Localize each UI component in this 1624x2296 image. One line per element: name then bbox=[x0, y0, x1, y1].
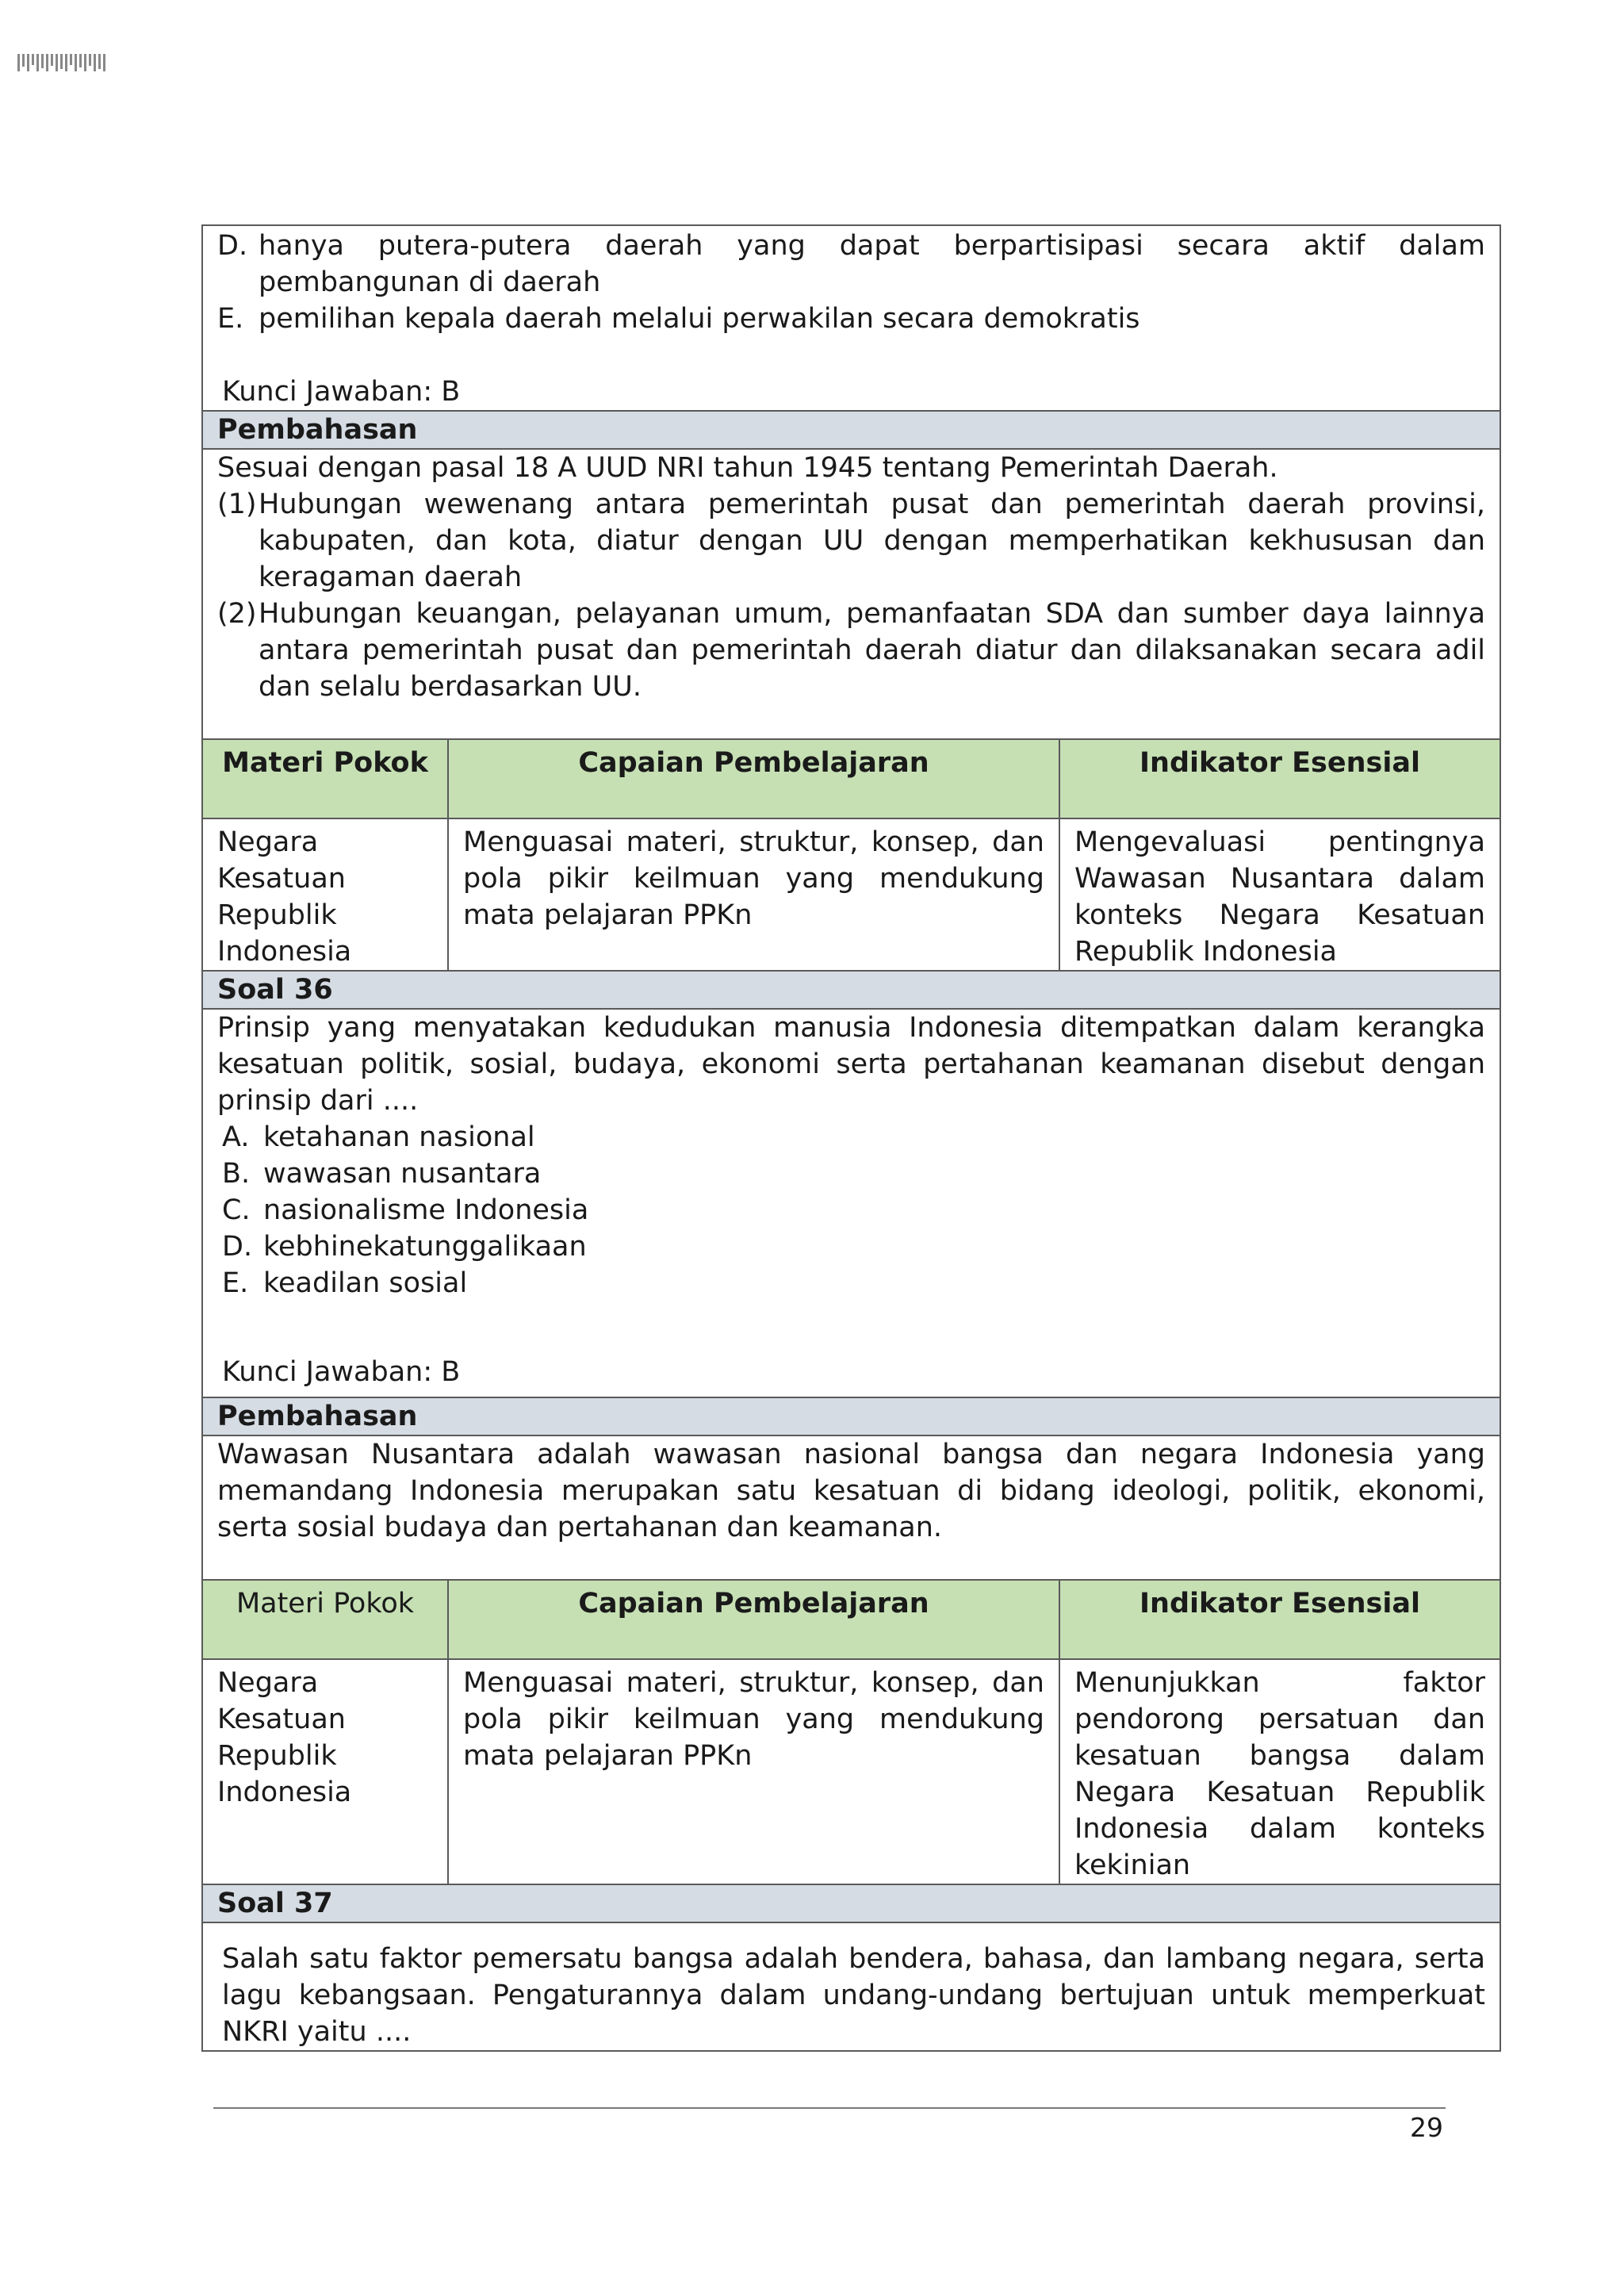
pembahasan-block bbox=[202, 449, 1500, 739]
soal-37-block bbox=[202, 1922, 1500, 2051]
footer-divider bbox=[213, 2107, 1446, 2109]
option-d: D. hanya putera-putera daerah yang dapat berpartisipasi secara aktif dalam pembangunan di daerah bbox=[217, 230, 1486, 298]
header-capaian: Capaian Pembelajaran bbox=[448, 739, 1059, 818]
option-a: A. ketahanan nasional bbox=[222, 1121, 535, 1153]
previous-question-tail bbox=[202, 225, 1500, 411]
materi-pokok-cell: Negara Kesatuan Republik Indonesia bbox=[202, 818, 448, 971]
pembahasan-point-2: (2) Hubungan keuangan, pelayanan umum, pemanfaatan SDA dan sumber daya lainnya antara pemerintah pusat dan pemerintah daerah diatur dan dilaksanakan secara adil dan selalu berdasarkan UU. bbox=[217, 598, 1486, 703]
section-bar-pembahasan: Pembahasan bbox=[202, 1397, 1500, 1435]
header-capaian: Capaian Pembelajaran bbox=[448, 1580, 1059, 1659]
pembahasan-block: Wawasan Nusantara adalah wawasan nasional bangsa dan negara Indonesia yang memandang Indonesia merupakan satu kesatuan di bidang ideologi, politik, ekonomi, serta sosial budaya dan pertahanan dan keamanan. bbox=[202, 1435, 1500, 1580]
soal-36-block bbox=[202, 1009, 1500, 1397]
question-text: Prinsip yang menyatakan kedudukan manusia Indonesia ditempatkan dalam kerangka kesatuan politik, sosial, budaya, ekonomi serta pertahanan keamanan disebut dengan prinsip dari .... bbox=[217, 1012, 1486, 1117]
section-bar-soal-37: Soal 37 bbox=[202, 1884, 1500, 1922]
corner-watermark-mark bbox=[17, 54, 106, 71]
pembahasan-intro: Sesuai dengan pasal 18 A UUD NRI tahun 1945 tentang Pemerintah Daerah. bbox=[217, 452, 1278, 484]
header-materi-pokok: Materi Pokok bbox=[202, 1580, 448, 1659]
header-indikator: Indikator Esensial bbox=[1059, 739, 1500, 818]
option-d: D. kebhinekatunggalikaan bbox=[222, 1231, 587, 1263]
grid-header-row bbox=[202, 1580, 1500, 1659]
option-e: E. keadilan sosial bbox=[222, 1267, 468, 1299]
capaian-cell: Menguasai materi, struktur, konsep, dan pola pikir keilmuan yang mendukung mata pelajaran PPKn bbox=[448, 1659, 1059, 1884]
option-c: C. nasionalisme Indonesia bbox=[222, 1194, 589, 1226]
indikator-cell: Mengevaluasi pentingnya Wawasan Nusantara dalam konteks Negara Kesatuan Republik Indonesia bbox=[1059, 818, 1500, 971]
pembahasan-point-1: (1) Hubungan wewenang antara pemerintah pusat dan pemerintah daerah provinsi, kabupaten, dan kota, diatur dengan UU dengan memperhatikan kekhususan dan keragaman daerah bbox=[217, 489, 1486, 593]
section-bar-pembahasan: Pembahasan bbox=[202, 411, 1500, 449]
question-text: Salah satu faktor pemersatu bangsa adalah bendera, bahasa, dan lambang negara, serta lagu kebangsaan. Pengaturannya dalam undang-undang bertujuan untuk memperkuat NKRI yaitu .... bbox=[202, 1922, 1500, 2051]
indikator-cell: Menunjukkan faktor pendorong persatuan dan kesatuan bangsa dalam Negara Kesatuan Republik Indonesia dalam konteks kekinian bbox=[1059, 1659, 1500, 1884]
materi-pokok-cell: Negara Kesatuan Republik Indonesia bbox=[202, 1659, 448, 1884]
grid-content-row bbox=[202, 1659, 1500, 1884]
capaian-cell: Menguasai materi, struktur, konsep, dan pola pikir keilmuan yang mendukung mata pelajaran PPKn bbox=[448, 818, 1059, 971]
answer-key: Kunci Jawaban: B bbox=[222, 376, 461, 408]
option-b: B. wawasan nusantara bbox=[222, 1158, 542, 1190]
question-table bbox=[201, 224, 1501, 2052]
option-e: E. pemilihan kepala daerah melalui perwakilan secara demokratis bbox=[217, 303, 1140, 335]
grid-header-row bbox=[202, 739, 1500, 818]
page-number: 29 bbox=[1410, 2112, 1443, 2143]
header-materi-pokok: Materi Pokok bbox=[202, 739, 448, 818]
answer-key: Kunci Jawaban: B bbox=[222, 1356, 461, 1388]
header-indikator: Indikator Esensial bbox=[1059, 1580, 1500, 1659]
grid-content-row bbox=[202, 818, 1500, 971]
section-bar-soal-36: Soal 36 bbox=[202, 971, 1500, 1009]
